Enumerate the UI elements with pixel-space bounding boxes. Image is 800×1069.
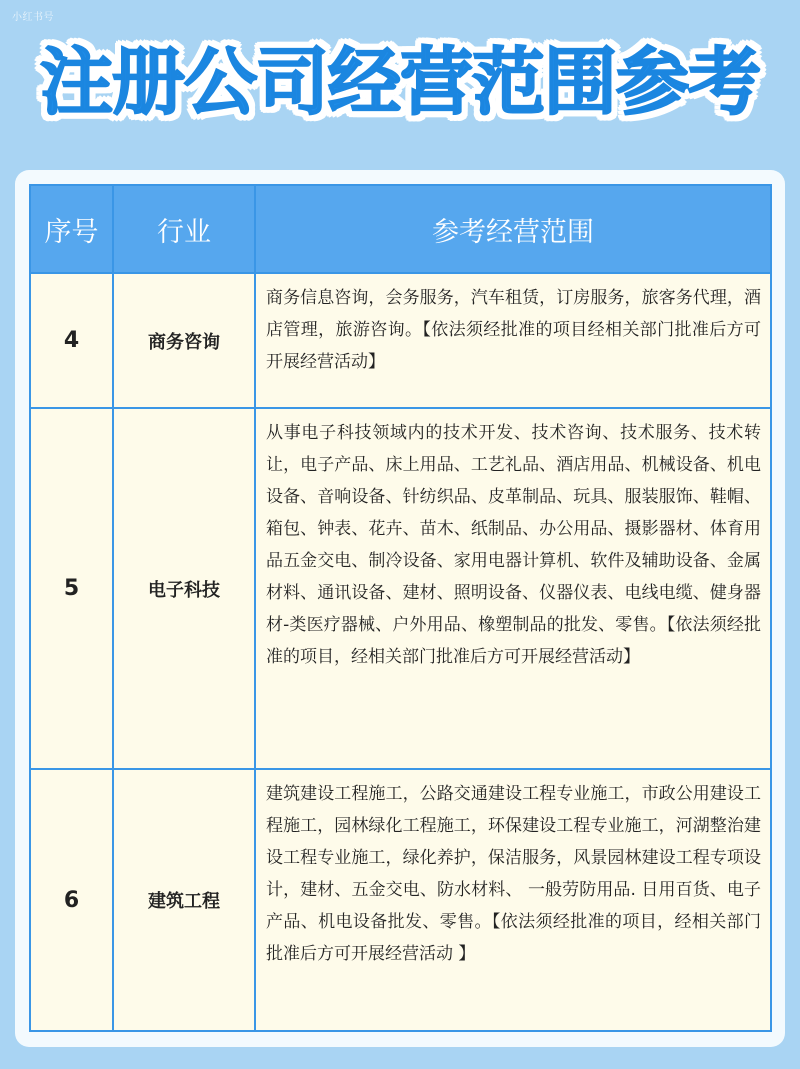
row-industry: 电子科技: [113, 408, 255, 769]
table-row: [30, 408, 771, 769]
row-scope: 建筑建设工程施工，公路交通建设工程专业施工，市政公用建设工程施工，园林绿化工程施工，环保建设工程专业施工，河湖整治建设工程专业施工，绿化养护，保洁服务，风景园林建设工程专项设计，建材、五金交电、防水材料、 一般劳防用品. 日用百货、电子产品、机电设备批发、零售。【依法须经批准的项目，经相关部门批准后方可开展经营活动 】: [255, 769, 771, 1031]
table-header-row: [30, 185, 771, 273]
watermark: 小红书号: [12, 12, 54, 23]
row-industry: 商务咨询: [113, 273, 255, 408]
table-row: [30, 769, 771, 1031]
row-scope: 从事电子科技领域内的技术开发、技术咨询、技术服务、技术转让，电子产品、床上用品、工艺礼品、酒店用品、机械设备、机电设备、音响设备、针纺织品、皮革制品、玩具、服装服饰、鞋帽、箱包、钟表、花卉、苗木、纸制品、办公用品、摄影器材、体育用品五金交电、制冷设备、家用电器计算机、软件及辅助设备、金属材料、通讯设备、建材、照明设备、仪器仪表、电线电缆、健身器材-类医疗器械、户外用品、橡塑制品的批发、零售。【依法须经批准的项目，经相关部门批准后方可开展经营活动】: [255, 408, 771, 769]
table-row: [30, 273, 771, 408]
header-index: 序号: [30, 185, 113, 273]
row-index: 6: [30, 769, 113, 1031]
page-title: 注册公司经营范围参考: [40, 40, 760, 125]
business-scope-table: [29, 184, 772, 1032]
header-scope: 参考经营范围: [255, 185, 771, 273]
row-industry: 建筑工程: [113, 769, 255, 1031]
header-industry: 行业: [113, 185, 255, 273]
row-index: 4: [30, 273, 113, 408]
row-index: 5: [30, 408, 113, 769]
row-scope: 商务信息咨询，会务服务，汽车租赁，订房服务，旅客务代理，酒店管理，旅游咨询。【依法须经批准的项目经相关部门批准后方可开展经营活动】: [255, 273, 771, 408]
